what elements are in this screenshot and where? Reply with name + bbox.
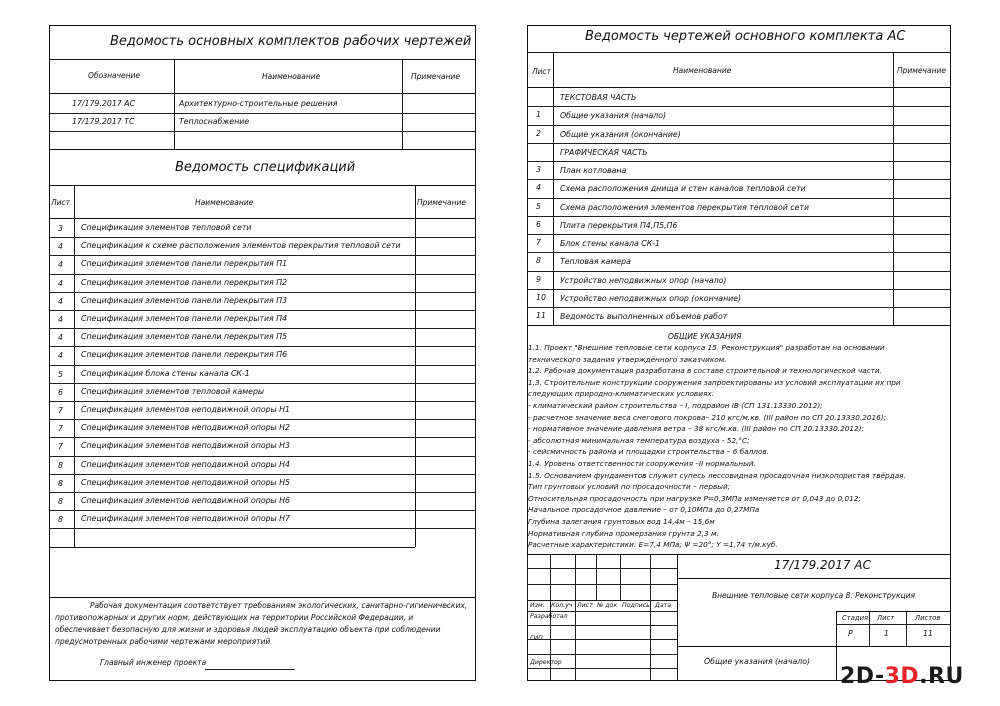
table-rule [836, 611, 837, 646]
drawings-row-name: ТЕКСТОВАЯ ЧАСТЬ [560, 93, 637, 102]
stamp-col-header: Лист [577, 602, 593, 609]
drawings-row-sheet: 9 [536, 274, 541, 284]
spec-row-name: Спецификация элементов панели перекрытия П2 [81, 277, 288, 287]
notes-line: - нормативное значение давления ветра – 38 кгс/м.кв. (III район по СП 20.13330.2012); [528, 424, 864, 434]
sets-row-code: 17/179.2017 ТС [72, 117, 135, 126]
table-rule [49, 218, 476, 219]
drawings-row-sheet: 4 [536, 183, 541, 193]
stamp-role: Разработал [530, 613, 568, 620]
sets-top-line [49, 59, 476, 60]
drawings-row-name: Тепловая камера [560, 257, 631, 267]
table-rule [527, 289, 951, 290]
spec-header-name: Наименование [195, 198, 254, 207]
spec-title: Ведомость спецификаций [175, 160, 356, 175]
notes-line: - абсолютная минимальная температура воздуха - 52,°С; [528, 435, 750, 445]
spec-row-sheet: 5 [58, 369, 63, 379]
spec-row-sheet: 6 [58, 387, 63, 397]
table-rule [527, 198, 951, 199]
stamp-col-header: Изм. [530, 602, 545, 609]
drawings-header-note: Примечание [897, 66, 946, 75]
drawings-row-name: Схема расположения днища и стен каналов тепловой сети [560, 184, 806, 194]
table-rule [527, 87, 951, 88]
table-rule [527, 234, 951, 235]
table-rule [836, 611, 951, 612]
drawings-row-sheet: 11 [536, 311, 546, 321]
spec-row-sheet: 3 [58, 224, 63, 233]
compliance-line-4: предусмотренных рабочими чертежами мероприятий [55, 637, 271, 646]
drawings-row-sheet: 3 [536, 165, 541, 175]
spec-row-name: Спецификация элементов тепловой сети [81, 223, 252, 232]
stamp-col-header: Дата [655, 602, 672, 609]
drawings-row-name: Устройство неподвижных опор (начало) [560, 275, 727, 285]
table-rule [906, 611, 907, 646]
sets-row-name: Архитектурно-строительные решения [179, 99, 338, 108]
spec-row-name: Спецификация элементов панели перекрытия П4 [81, 314, 288, 323]
spec-row-sheet: 4 [58, 333, 63, 343]
spec-row-sheet: 8 [58, 515, 63, 525]
notes-line: - климатический район строительства – I, подрайон IВ (СП 131.13330.2012); [528, 401, 823, 410]
table-rule [893, 52, 894, 326]
stamp-stage-label: Стадия [842, 614, 869, 622]
table-rule [527, 568, 677, 569]
stamp-role: ГИП [530, 635, 543, 642]
spec-row-name: Спецификация элементов панели перекрытия П6 [81, 350, 288, 360]
spec-row-sheet: 4 [58, 260, 63, 270]
compliance-top-line [49, 597, 476, 598]
watermark [840, 664, 964, 694]
spec-row-sheet: 8 [58, 460, 63, 470]
table-rule [575, 554, 576, 600]
table-rule [527, 125, 951, 126]
table-rule [527, 143, 951, 144]
table-rule [49, 510, 476, 511]
spec-row-sheet: 4 [58, 315, 63, 324]
notes-title: ОБЩИЕ УКАЗАНИЯ [668, 332, 742, 341]
table-rule [49, 255, 476, 256]
table-rule [527, 668, 677, 669]
drawings-row-name: ГРАФИЧЕСКАЯ ЧАСТЬ [560, 147, 648, 157]
notes-line: 1.1. Проект "Внешние тепловые сети корпуса 15. Реконструкция" разработан на основании [528, 343, 885, 352]
signature-line [205, 669, 295, 670]
stamp-col-header: Подпись [622, 602, 650, 609]
table-rule [527, 600, 677, 601]
table-rule [527, 161, 951, 162]
table-rule [49, 346, 476, 347]
notes-line: 1.3. Строительные конструкции сооружения запроектированы из условий эксплуатации их при [528, 377, 901, 387]
drawings-row-sheet: 6 [536, 219, 541, 229]
spec-row-sheet: 8 [58, 497, 63, 506]
table-rule [49, 365, 476, 366]
drawings-row-sheet: 2 [536, 128, 541, 138]
stamp-stage-value: Р [848, 629, 853, 638]
table-rule [596, 554, 597, 600]
table-rule [49, 93, 476, 94]
table-rule [553, 52, 554, 326]
watermark-part-a: 2D- [840, 664, 885, 689]
table-rule [49, 383, 476, 384]
table-rule [527, 654, 677, 655]
drawings-row-name: Общие указания (начало) [560, 111, 667, 121]
spec-row-name: Спецификация элементов неподвижной опоры Н6 [81, 496, 290, 505]
table-rule [677, 646, 951, 647]
stamp-code-line [677, 578, 951, 579]
drawings-row-name: Схема расположения элементов перекрытия тепловой сети [560, 202, 810, 212]
spec-row-sheet: 4 [58, 351, 63, 361]
table-rule [527, 307, 951, 308]
sets-header-code: Обозначение [88, 71, 141, 80]
sets-row-name: Теплоснабжение [179, 117, 250, 126]
table-rule [49, 131, 476, 132]
sets-bottom-line [49, 149, 476, 150]
spec-row-name: Спецификация элементов неподвижной опоры Н5 [81, 477, 290, 487]
table-rule [402, 59, 403, 149]
sets-header-name: Наименование [262, 72, 321, 81]
watermark-part-b: 3D [884, 664, 920, 689]
table-rule [620, 554, 621, 600]
table-rule [869, 611, 870, 646]
stamp-role: Директор [530, 659, 562, 666]
table-rule [49, 528, 476, 529]
drawings-row-name: Общие указания (окончание) [560, 129, 681, 139]
notes-line: 1.2. Рабочая документация разработана в составе строительной и технологической части. [528, 366, 882, 376]
spec-row-sheet: 7 [58, 406, 63, 415]
notes-line: Тип грунтовых условий по просадочности – первый; [528, 482, 731, 492]
notes-line: Нормативная глубина промерзания грунта 2,3 м. [528, 528, 719, 538]
drawings-row-sheet: 10 [536, 292, 546, 302]
table-rule [49, 437, 476, 438]
stamp-sheet-label: Лист [877, 614, 895, 622]
drawings-header-sheet: Лист [532, 67, 552, 76]
table-rule [49, 113, 476, 114]
notes-line: технического задания утверждённого заказчиком. [528, 354, 727, 364]
spec-row-name: Спецификация элементов неподвижной опоры Н3 [81, 441, 290, 451]
table-rule [49, 401, 476, 402]
table-rule [49, 328, 476, 329]
notes-line: Начальное просадочное давление – от 0,10МПа до 0,27МПа [528, 505, 760, 515]
notes-line: Глубина залегания грунтовых вод 14,4м – 15,6м [528, 517, 715, 526]
table-rule [527, 179, 951, 180]
drawings-title: Ведомость чертежей основного комплекта АС [585, 29, 906, 44]
watermark-part-c: .RU [919, 664, 964, 689]
notes-line: - сейсмичность района и площадки строительства – 6 баллов. [528, 447, 770, 457]
stamp-divider [677, 554, 678, 681]
table-rule [527, 554, 528, 600]
drawings-row-sheet: 5 [536, 201, 541, 211]
spec-row-sheet: 4 [58, 296, 63, 306]
stamp-col-header: № док [597, 602, 618, 609]
spec-header-note: Примечание [417, 198, 466, 207]
table-rule [527, 271, 951, 272]
drawings-row-name: План котлована [560, 166, 627, 176]
spec-row-sheet: 7 [58, 424, 63, 434]
spec-row-name: Спецификация элементов тепловой камеры [81, 386, 265, 396]
table-rule [650, 554, 651, 600]
spec-row-name: Спецификация элементов неподвижной опоры Н4 [81, 459, 290, 469]
drawings-row-sheet: 8 [536, 256, 541, 266]
table-rule [550, 554, 551, 600]
spec-row-sheet: 8 [58, 478, 63, 488]
stamp-sheets-value: 11 [923, 629, 933, 638]
notes-line: - расчетное значение веса снегового покрова– 210 кгс/м.кв. (III район по СП 20.13330.2016); [528, 412, 887, 422]
table-rule [49, 474, 476, 475]
sets-row-code: 17/179.2017 АС [72, 99, 136, 108]
table-rule [49, 492, 476, 493]
table-rule [49, 292, 476, 293]
table-rule [527, 611, 677, 612]
stamp-sheet-title: Общие указания (начало) [704, 657, 811, 666]
compliance-line-3: обеспечивает безопасную для жизни и здоровья людей эксплуатацию объекта при соблюдении [55, 625, 441, 634]
stamp-top-line [527, 554, 951, 555]
table-rule [174, 59, 175, 149]
table-rule [49, 237, 476, 238]
table-rule [527, 106, 951, 107]
compliance-line-1: Рабочая документация соответствует требованиям экологических, санитарно-гигиенических, [90, 601, 468, 610]
spec-row-name: Спецификация элементов неподвижной опоры Н2 [81, 423, 290, 433]
notes-line: Расчетные характеристики: Е=7,4 МПа; Ψ =20°; Υ =1,74 т/м.куб. [528, 540, 778, 550]
notes-line: 1.5. Основанием фундаментов служит супесь лессовидная просадочная низкопористая твёрдая. [528, 470, 906, 480]
drawings-row-name: Плита перекрытия П4,П5,П6 [560, 220, 678, 230]
sets-title: Ведомость основных комплектов рабочих чертежей [110, 34, 472, 49]
table-rule [49, 274, 476, 275]
stamp-sheets-label: Листов [915, 614, 941, 622]
drawings-top-line [527, 52, 951, 53]
table-rule [49, 419, 476, 420]
spec-row-name: Спецификация элементов панели перекрытия П1 [81, 259, 288, 269]
table-rule [836, 624, 951, 625]
drawings-row-name: Ведомость выполненных объемов работ [560, 312, 728, 322]
sets-header-note: Примечание [411, 72, 460, 81]
notes-line: следующих природно-климатических условиях: [528, 389, 715, 399]
table-rule [836, 646, 837, 681]
stamp-project: Внешние тепловые сети корпуса 8. Реконструкция [712, 591, 916, 600]
table-rule [527, 216, 951, 217]
table-rule [49, 456, 476, 457]
spec-header-sheet: Лист [51, 198, 71, 207]
spec-row-name: Спецификация блока стены канала СК-1 [81, 368, 250, 378]
drawings-row-sheet: 7 [536, 238, 541, 248]
drawings-header-name: Наименование [673, 66, 732, 75]
notes-line: 1.4. Уровень ответственности сооружения –II нормальный. [528, 459, 756, 468]
drawings-row-sheet: 1 [536, 110, 541, 120]
drawings-row-name: Блок стены канала СК-1 [560, 239, 661, 249]
table-rule [527, 639, 677, 640]
spec-top-line [49, 185, 476, 186]
spec-bottom-line [49, 547, 415, 548]
spec-row-name: Спецификация элементов панели перекрытия П5 [81, 332, 288, 342]
spec-row-name: Спецификация элементов неподвижной опоры Н7 [81, 514, 290, 524]
notes-line: Относительная просадочность при нагрузке Р=0,3МПа изменяется от 0,043 до 0,012; [528, 493, 861, 503]
stamp-col-header: Кол.уч [551, 602, 573, 609]
table-rule [527, 252, 951, 253]
spec-row-name: Спецификация элементов панели перекрытия П3 [81, 295, 288, 305]
table-rule [527, 325, 951, 326]
table-rule [527, 584, 677, 585]
spec-row-name: Спецификация элементов неподвижной опоры Н1 [81, 405, 290, 414]
spec-row-name: Спецификация к схеме расположения элементов перекрытия тепловой сети [81, 241, 401, 251]
stamp-code: 17/179.2017 АС [774, 558, 871, 572]
stamp-sheet-value: 1 [884, 629, 889, 638]
compliance-line-2: противопожарных и других норм, действующих на территории Российской Федерации, и [55, 613, 414, 622]
spec-row-sheet: 4 [58, 242, 63, 252]
table-rule [49, 310, 476, 311]
chief-engineer-label: Главный инженер проекта [100, 658, 207, 667]
spec-row-sheet: 7 [58, 442, 63, 452]
spec-row-sheet: 4 [58, 278, 63, 288]
table-rule [527, 625, 677, 626]
drawings-row-name: Устройство неподвижных опор (окончание) [560, 293, 742, 303]
